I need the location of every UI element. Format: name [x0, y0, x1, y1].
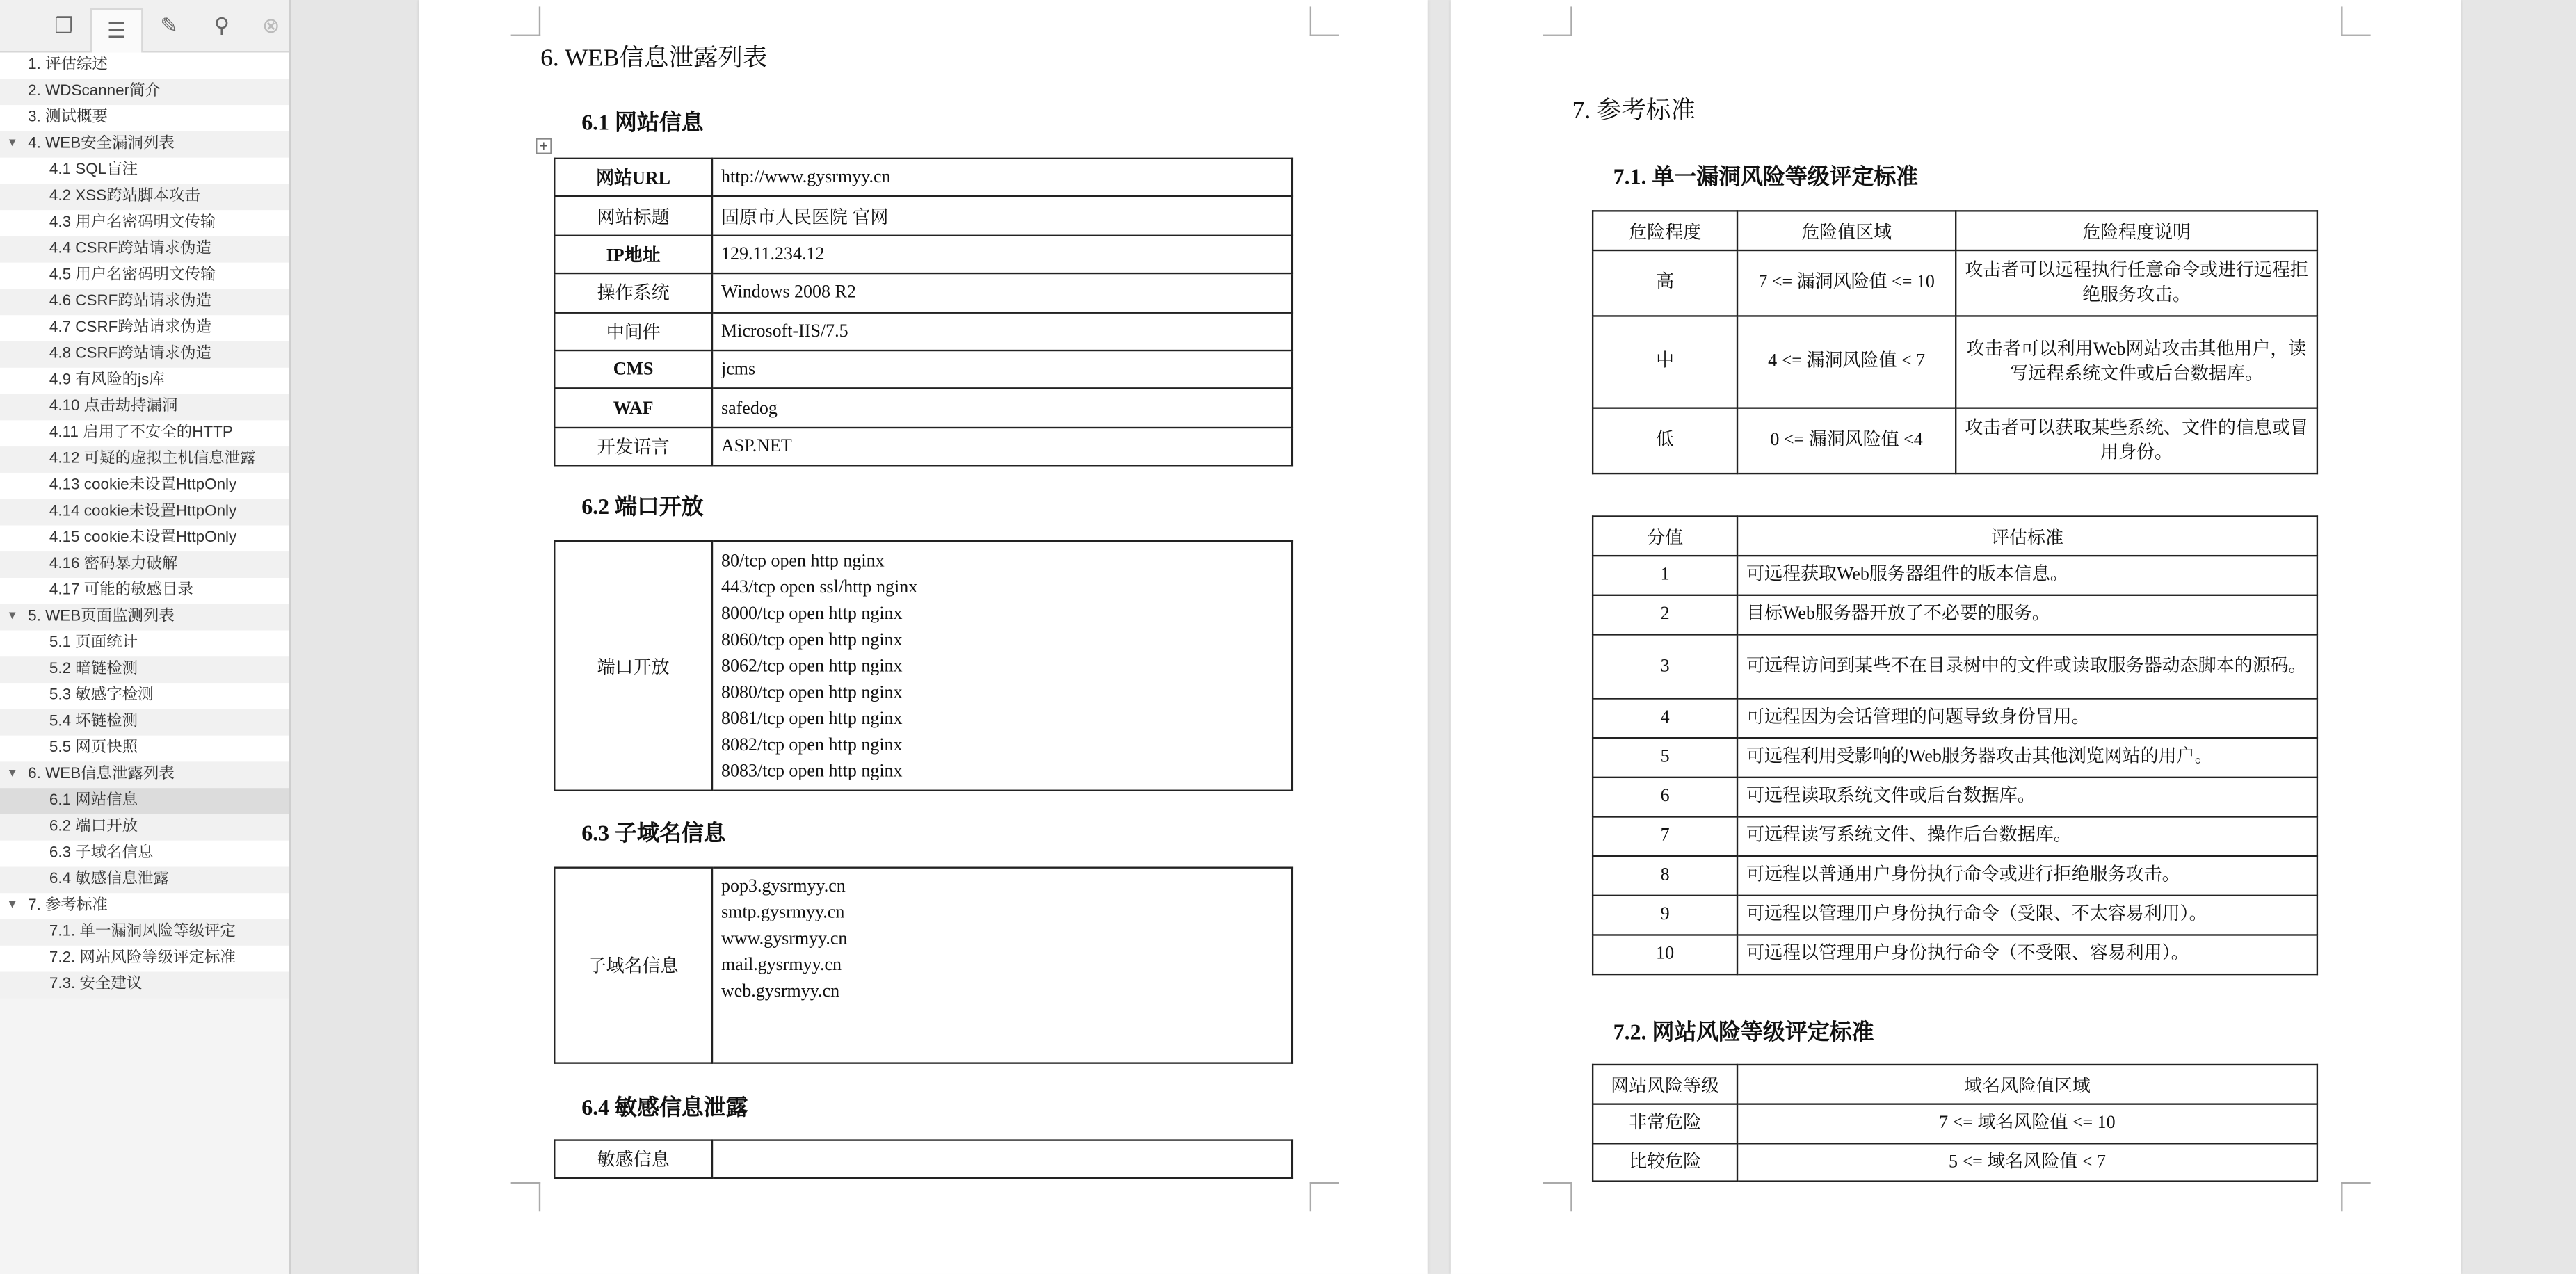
outline-item[interactable]	[0, 105, 289, 131]
table-cell: 可远程访问到某些不在目录树中的文件或读取服务器动态脚本的源码。	[1737, 634, 2317, 698]
column-header: 域名风险值区域	[1737, 1065, 2317, 1104]
outline-item[interactable]	[0, 184, 289, 210]
sensitive-table	[554, 1139, 1293, 1179]
outline-item-label: 4.15 cookie未设置HttpOnly	[49, 529, 237, 547]
sensitive-value[interactable]	[712, 1140, 1292, 1178]
outline-item[interactable]	[0, 709, 289, 736]
outline-item-label: 4.11 启用了不安全的HTTP	[49, 424, 233, 442]
table-cell: 2	[1593, 595, 1737, 635]
section-heading: 6. WEB信息泄露列表	[540, 46, 768, 72]
port-entry: 8060/tcp open http nginx	[721, 629, 903, 650]
port-entry: 80/tcp open http nginx	[721, 551, 885, 571]
outline-list-icon[interactable]: ☰	[90, 8, 143, 53]
subdomain-table	[554, 867, 1293, 1064]
port-entry: 8062/tcp open http nginx	[721, 656, 903, 676]
field-label: WAF	[554, 389, 712, 427]
table-cell: 7 <= 域名风险值 <= 10	[1737, 1104, 2317, 1144]
site-info-table	[554, 158, 1293, 467]
subsection-heading: 6.2 端口开放	[581, 494, 704, 519]
outline-item-label: 4.10 点击劫持漏洞	[49, 397, 178, 416]
outline-item[interactable]	[0, 158, 289, 184]
outline-item[interactable]	[0, 368, 289, 394]
table-cell: 6	[1593, 777, 1737, 817]
table-row	[554, 197, 1292, 235]
outline-item-label: 7.1. 单一漏洞风险等级评定	[49, 922, 236, 941]
outline-item-label: 5.3 敏感字检测	[49, 686, 154, 704]
table-cell: 中	[1593, 316, 1737, 408]
field-label: IP地址	[554, 235, 712, 273]
column-header: 分值	[1593, 516, 1737, 556]
outline-item[interactable]	[0, 683, 289, 709]
outline-item[interactable]	[0, 656, 289, 683]
outline-item[interactable]	[0, 420, 289, 446]
field-value: 129.11.234.12	[712, 235, 1292, 273]
table-cell: 可远程读写系统文件、操作后台数据库。	[1737, 816, 2317, 856]
outline-item[interactable]	[0, 210, 289, 236]
column-header: 危险值区域	[1737, 211, 1956, 250]
table-cell: 0 <= 漏洞风险值 <4	[1737, 408, 1956, 474]
table-cell: 可远程以管理用户身份执行命令（不受限、容易利用）。	[1737, 935, 2317, 974]
table-row	[1593, 595, 2317, 635]
outline-item-label: 6. WEB信息泄露列表	[28, 765, 175, 784]
table-cell: 7 <= 漏洞风险值 <= 10	[1737, 250, 1956, 316]
table-cell: 可远程利用受影响的Web服务器攻击其他浏览网站的用户。	[1737, 738, 2317, 777]
subsection-heading: 7.1. 单一漏洞风险等级评定标准	[1613, 164, 1919, 189]
subdomain-entry: smtp.gysrmyy.cn	[721, 903, 845, 923]
score-table	[1592, 515, 2318, 975]
table-row	[1593, 738, 2317, 777]
table-row	[554, 235, 1292, 273]
table-cell: 攻击者可以利用Web网站攻击其他用户，读写远程系统文件或后台数据库。	[1956, 316, 2317, 408]
subdomain-entry: www.gysrmyy.cn	[721, 929, 848, 949]
table-header-row	[1593, 516, 2317, 556]
subdomain-entry: mail.gysrmyy.cn	[721, 955, 842, 976]
outline-item[interactable]	[0, 263, 289, 289]
section-heading: 7. 参考标准	[1572, 98, 1696, 125]
outline-item[interactable]	[0, 525, 289, 551]
site-risk-table	[1592, 1064, 2318, 1182]
table-cell: 7	[1593, 816, 1737, 856]
table-cell: 高	[1593, 250, 1737, 316]
table-cell: 1	[1593, 556, 1737, 595]
ports-list	[712, 541, 1292, 791]
outline-item-label: 4.17 可能的敏感目录	[49, 581, 193, 599]
outline-item[interactable]	[0, 788, 289, 814]
field-label: 操作系统	[554, 273, 712, 312]
outline-item-label: 5.1 页面统计	[49, 634, 138, 652]
field-label: CMS	[554, 350, 712, 389]
outline-item-label: 4.13 cookie未设置HttpOnly	[49, 476, 237, 494]
table-cell: 可远程获取Web服务器组件的版本信息。	[1737, 556, 2317, 595]
table-cell: 可远程读取系统文件或后台数据库。	[1737, 777, 2317, 817]
outline-item-label: 4.9 有风险的js库	[49, 371, 165, 389]
outline-item[interactable]	[0, 919, 289, 946]
table-cell: 低	[1593, 408, 1737, 474]
column-header: 网站风险等级	[1593, 1065, 1737, 1104]
outline-item-label: 4.3 用户名密码明文传输	[49, 213, 216, 232]
disclosure-triangle-icon[interactable]: ▼	[6, 138, 18, 150]
ports-label: 端口开放	[554, 541, 712, 791]
table-cell: 5	[1593, 738, 1737, 777]
table-row	[1593, 408, 2317, 474]
outline-item[interactable]	[0, 53, 289, 79]
outline-item-label: 4.1 SQL盲注	[49, 161, 138, 179]
column-header: 危险程度说明	[1956, 211, 2317, 250]
outline-item[interactable]	[0, 341, 289, 368]
port-entry: 8080/tcp open http nginx	[721, 682, 903, 702]
port-entry: 8082/tcp open http nginx	[721, 734, 903, 755]
table-row	[554, 350, 1292, 389]
table-cell: 目标Web服务器开放了不必要的服务。	[1737, 595, 2317, 635]
subsection-heading: 6.1 网站信息	[581, 110, 704, 135]
field-value: 固原市人民医院 官网	[712, 197, 1292, 235]
close-icon[interactable]: ⊗	[261, 13, 280, 38]
outline-item[interactable]	[0, 289, 289, 316]
table-cell: 攻击者可以获取某些系统、文件的信息或冒用身份。	[1956, 408, 2317, 474]
table-row	[1593, 1104, 2317, 1144]
table-row	[554, 159, 1292, 197]
outline-item[interactable]	[0, 236, 289, 263]
pages-icon[interactable]: ❐	[54, 13, 74, 38]
outline-item[interactable]	[0, 631, 289, 657]
outline-item-label: 4.6 CSRF跨站请求伪造	[49, 292, 212, 311]
ports-table	[554, 540, 1293, 791]
outline-item-label: 7. 参考标准	[28, 896, 108, 914]
outline-item-label: 6.3 子域名信息	[49, 844, 154, 862]
outline-item-label: 4.14 cookie未设置HttpOnly	[49, 502, 237, 521]
outline-item-label: 6.1 网站信息	[49, 791, 138, 809]
column-header: 危险程度	[1593, 211, 1737, 250]
field-value: ASP.NET	[712, 427, 1292, 465]
table-cell: 10	[1593, 935, 1737, 974]
outline-item-label: 4. WEB安全漏洞列表	[28, 134, 175, 153]
table-row	[1593, 250, 2317, 316]
disclosure-triangle-icon[interactable]: ▼	[6, 611, 18, 622]
outline-sidebar	[0, 0, 291, 1274]
outline-item-label: 1. 评估综述	[28, 56, 108, 74]
table-row	[1593, 935, 2317, 974]
subsection-heading: 7.2. 网站风险等级评定标准	[1613, 1019, 1874, 1045]
table-cell: 比较危险	[1593, 1143, 1737, 1181]
field-label: 开发语言	[554, 427, 712, 465]
port-entry: 8000/tcp open http nginx	[721, 603, 903, 623]
table-header-row	[1593, 1065, 2317, 1104]
outline-item-label: 3. 测试概要	[28, 108, 108, 127]
field-value: jcms	[712, 350, 1292, 389]
table-cell: 5 <= 域名风险值 < 7	[1737, 1143, 2317, 1181]
port-entry: 443/tcp open ssl/http nginx	[721, 576, 918, 597]
port-entry: 8081/tcp open http nginx	[721, 708, 903, 729]
table-row	[1593, 316, 2317, 408]
table-cell: 3	[1593, 634, 1737, 698]
outline-item-label: 4.5 用户名密码明文传输	[49, 266, 216, 284]
outline-item-label: 4.7 CSRF跨站请求伪造	[49, 318, 212, 337]
subdomain-entry: web.gysrmyy.cn	[721, 981, 840, 1002]
table-row	[1593, 634, 2317, 698]
port-entry: 8083/tcp open http nginx	[721, 761, 903, 781]
outline-item[interactable]	[0, 499, 289, 526]
table-row	[1593, 856, 2317, 896]
table-cell: 8	[1593, 856, 1737, 896]
outline-item-label: 7.2. 网站风险等级评定标准	[49, 949, 236, 967]
table-cell: 非常危险	[1593, 1104, 1737, 1144]
outline-item-label: 4.12 可疑的虚拟主机信息泄露	[49, 449, 256, 468]
table-cell: 可远程以普通用户身份执行命令或进行拒绝服务攻击。	[1737, 856, 2317, 896]
outline-item-label: 6.4 敏感信息泄露	[49, 870, 169, 889]
table-row	[554, 427, 1292, 465]
outline-item-label: 5.4 坏链检测	[49, 712, 138, 731]
table-row	[554, 389, 1292, 427]
outline-item[interactable]	[0, 446, 289, 473]
field-label: 网站URL	[554, 159, 712, 197]
annotate-icon[interactable]: ✎	[160, 13, 179, 38]
outline-item[interactable]	[0, 131, 289, 158]
document-page-2	[1451, 0, 2461, 1274]
table-move-handle-icon[interactable]: +	[536, 138, 552, 154]
outline-item-label: 4.2 XSS跨站脚本攻击	[49, 187, 200, 206]
table-header-row	[1593, 211, 2317, 250]
document-page-1	[419, 0, 1427, 1274]
outline-item-label: 5.5 网页快照	[49, 739, 138, 757]
outline-item[interactable]	[0, 79, 289, 105]
outline-item[interactable]	[0, 551, 289, 578]
field-value: safedog	[712, 389, 1292, 427]
subsection-heading: 6.3 子域名信息	[581, 821, 726, 846]
outline-list	[0, 53, 289, 999]
outline-item[interactable]	[0, 604, 289, 631]
outline-item[interactable]	[0, 394, 289, 421]
subdomain-list	[712, 868, 1292, 1063]
outline-item[interactable]	[0, 761, 289, 788]
outline-item[interactable]	[0, 736, 289, 762]
outline-item-label: 5. WEB页面监测列表	[28, 607, 175, 626]
outline-item-label: 6.2 端口开放	[49, 817, 138, 836]
column-header: 评估标准	[1737, 516, 2317, 556]
table-row	[554, 273, 1292, 312]
outline-item[interactable]	[0, 893, 289, 919]
risk-level-table	[1592, 210, 2318, 474]
table-row	[554, 312, 1292, 350]
table-cell: 4 <= 漏洞风险值 < 7	[1737, 316, 1956, 408]
table-cell: 4	[1593, 699, 1737, 739]
outline-item-label: 4.4 CSRF跨站请求伪造	[49, 239, 212, 258]
table-row	[1593, 699, 2317, 739]
field-value: Windows 2008 R2	[712, 273, 1292, 312]
subsection-heading: 6.4 敏感信息泄露	[581, 1095, 748, 1120]
sidebar-toolbar	[0, 0, 289, 53]
disclosure-triangle-icon[interactable]: ▼	[6, 899, 18, 912]
table-row	[1593, 777, 2317, 817]
outline-item[interactable]	[0, 473, 289, 499]
field-value: Microsoft-IIS/7.5	[712, 312, 1292, 350]
outline-item-label: 2. WDScanner简介	[28, 82, 161, 101]
outline-item-label: 5.2 暗链检测	[49, 660, 138, 679]
table-cell: 9	[1593, 896, 1737, 935]
search-icon[interactable]: ⚲	[214, 13, 230, 38]
subdomain-entry: pop3.gysrmyy.cn	[721, 876, 846, 896]
outline-item[interactable]	[0, 867, 289, 894]
table-row	[1593, 816, 2317, 856]
table-row	[1593, 1143, 2317, 1181]
sensitive-label: 敏感信息	[554, 1140, 712, 1178]
table-cell: 可远程因为会话管理的问题导致身份冒用。	[1737, 699, 2317, 739]
outline-item[interactable]	[0, 972, 289, 999]
table-cell: 可远程以管理用户身份执行命令（受限、不太容易利用）。	[1737, 896, 2317, 935]
outline-item-label: 7.3. 安全建议	[49, 975, 143, 994]
table-row	[1593, 556, 2317, 595]
field-label: 中间件	[554, 312, 712, 350]
outline-item[interactable]	[0, 578, 289, 604]
outline-item-label: 4.16 密码暴力破解	[49, 554, 178, 573]
field-value: http://www.gysrmyy.cn	[712, 159, 1292, 197]
outline-item[interactable]	[0, 315, 289, 341]
disclosure-triangle-icon[interactable]: ▼	[6, 768, 18, 780]
outline-item-label: 4.8 CSRF跨站请求伪造	[49, 344, 212, 363]
field-label: 网站标题	[554, 197, 712, 235]
table-cell: 攻击者可以远程执行任意命令或进行远程拒绝服务攻击。	[1956, 250, 2317, 316]
outline-item[interactable]	[0, 814, 289, 841]
table-row	[1593, 896, 2317, 935]
subdomain-label: 子域名信息	[554, 868, 712, 1063]
outline-item[interactable]	[0, 946, 289, 972]
outline-item[interactable]	[0, 841, 289, 867]
